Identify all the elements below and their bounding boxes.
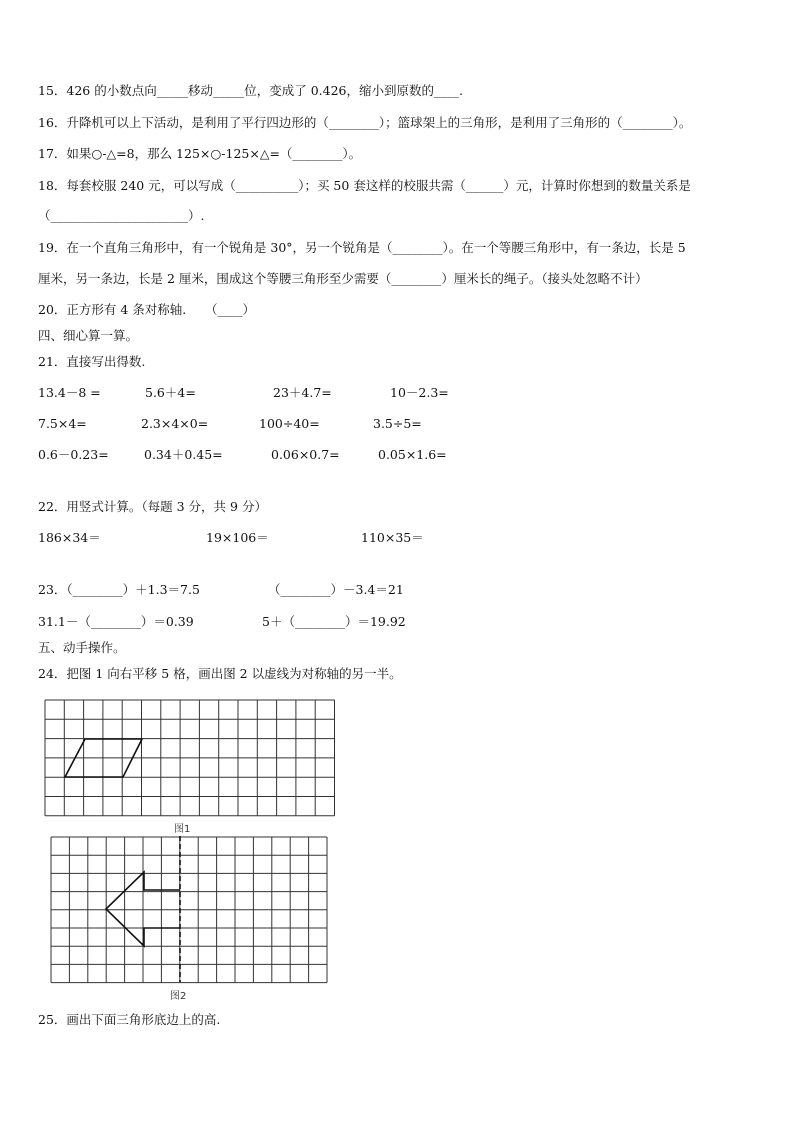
fill-blank-item: （________）－3.4＝21 bbox=[268, 582, 404, 597]
vertical-calc-item: 186×34＝ bbox=[38, 530, 101, 545]
question-20: 20．正方形有 4 条对称轴. （____） bbox=[38, 302, 256, 317]
figure-1-grid bbox=[44, 699, 336, 819]
question-21-title: 21．直接写出得数. bbox=[38, 354, 146, 369]
question-19-line-2: 厘米，另一条边，长是 2 厘米，围成这个等腰三角形至少需要（________）厘米长的绳子。（接头处忽略不计） bbox=[38, 271, 648, 286]
vertical-calc-item: 19×106＝ bbox=[206, 530, 269, 545]
section-4-heading: 四、细心算一算。 bbox=[38, 328, 139, 343]
calc-item: 0.34＋0.45= bbox=[144, 447, 223, 462]
calc-item: 3.5÷5= bbox=[373, 416, 422, 431]
calc-item: 0.6－0.23= bbox=[38, 447, 109, 462]
calc-item: 100÷40= bbox=[259, 416, 320, 431]
figure-2-grid bbox=[50, 836, 330, 986]
vertical-calc-item: 110×35＝ bbox=[361, 530, 424, 545]
calc-item: 7.5×4= bbox=[38, 416, 87, 431]
question-19-line-1: 19．在一个直角三角形中，有一个锐角是 30°，另一个锐角是（________）。在一个等腰三角形中，有一条边，长是 5 bbox=[38, 240, 686, 255]
question-25: 25．画出下面三角形底边上的高. bbox=[38, 1012, 221, 1027]
question-18-line-1: 18．每套校服 240 元，可以写成（__________）；买 50 套这样的校服共需（______）元，计算时你想到的数量关系是 bbox=[38, 178, 691, 193]
calc-item: 0.06×0.7= bbox=[271, 447, 340, 462]
question-24-title: 24．把图 1 向右平移 5 格，画出图 2 以虚线为对称轴的另一半。 bbox=[38, 666, 402, 681]
figure-2-caption: 图2 bbox=[170, 991, 187, 1002]
calc-item: 2.3×4×0= bbox=[141, 416, 209, 431]
calc-item: 13.4－8 = bbox=[38, 385, 101, 400]
calc-item: 23＋4.7= bbox=[273, 385, 332, 400]
question-16: 16．升降机可以上下活动，是利用了平行四边形的（________）；篮球架上的三角形，是利用了三角形的（________）。 bbox=[38, 115, 692, 130]
question-18-line-2: （______________________）. bbox=[38, 208, 205, 223]
fill-blank-item: 5＋（________）＝19.92 bbox=[262, 614, 406, 629]
question-17: 17．如果○-△=8，那么 125×○-125×△=（________）。 bbox=[38, 146, 362, 161]
calc-item: 5.6＋4= bbox=[145, 385, 196, 400]
calc-item: 10－2.3= bbox=[390, 385, 449, 400]
calc-item: 0.05×1.6= bbox=[378, 447, 447, 462]
section-5-heading: 五、动手操作。 bbox=[38, 640, 126, 655]
question-22-title: 22．用竖式计算。（每题 3 分，共 9 分） bbox=[38, 499, 267, 514]
question-15: 15．426 的小数点向_____移动_____位，变成了 0.426，缩小到原数的____. bbox=[38, 83, 463, 98]
fill-blank-item: 31.1－（________）＝0.39 bbox=[38, 614, 194, 629]
figure-1-caption: 图1 bbox=[174, 824, 191, 835]
fill-blank-item: 23．（________）＋1.3＝7.5 bbox=[38, 582, 200, 597]
